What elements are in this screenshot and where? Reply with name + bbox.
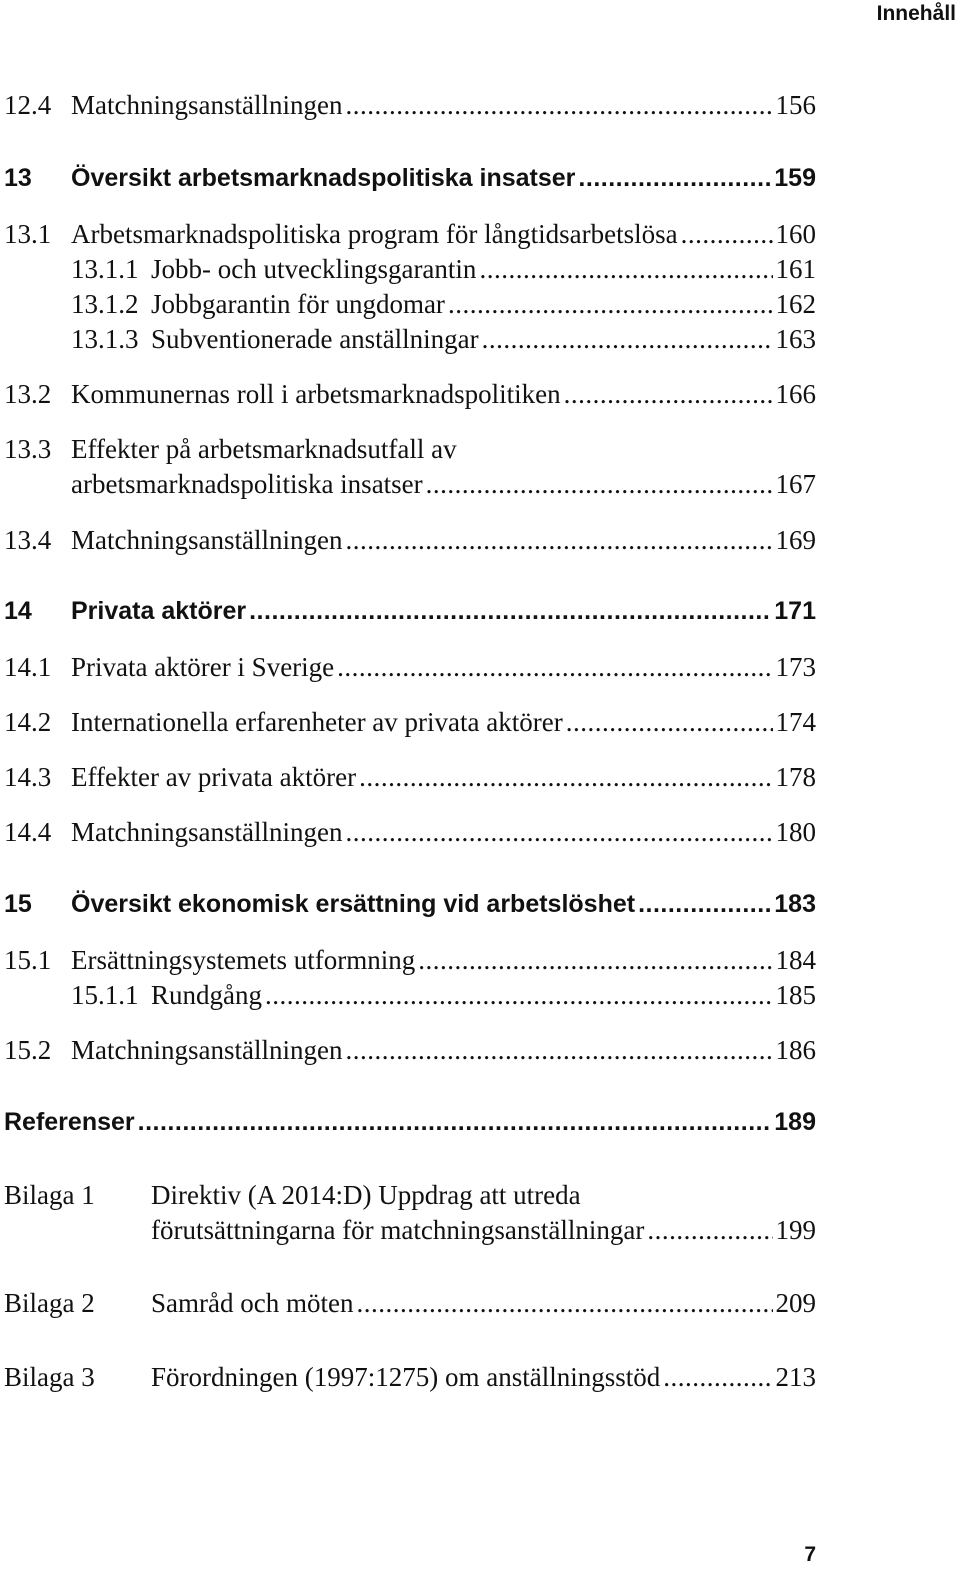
- toc-entry-title: Referenser: [4, 1108, 135, 1136]
- dot-leader: [448, 287, 773, 322]
- dot-leader: [566, 705, 773, 740]
- toc-entry-title-continued: arbetsmarknadspolitiska insatser: [71, 469, 423, 499]
- toc-entry-page: 184: [775, 945, 816, 975]
- toc-entry-title: Jobb- och utvecklingsgarantin: [151, 254, 477, 284]
- toc-entry-title: Internationella erfarenheter av privata aktörer: [71, 707, 563, 737]
- toc-entry-number: Bilaga 3: [4, 1362, 95, 1392]
- toc-entry-page: 160: [775, 219, 816, 249]
- toc-entry-number: 15.2: [4, 1035, 52, 1065]
- toc-entry-number: 15.1.1: [71, 980, 139, 1010]
- toc-entry[interactable]: [4, 377, 816, 412]
- running-header: Innehåll: [876, 2, 956, 25]
- toc-entry-number: 13.1.3: [71, 324, 139, 354]
- toc-entry-title: Matchningsanställningen: [71, 90, 343, 120]
- toc-entry-title: Översikt arbetsmarknadspolitiska insatser: [71, 164, 576, 192]
- toc-entry-title: Förordningen (1997:1275) om anställningsstöd: [151, 1362, 661, 1392]
- toc-entry[interactable]: [4, 650, 816, 685]
- toc-entry[interactable]: [4, 943, 816, 978]
- dot-leader: [345, 88, 772, 123]
- toc-entry-page: 169: [775, 525, 816, 555]
- toc-entry-page: 167: [775, 469, 816, 499]
- toc-entry-title: Effekter på arbetsmarknadsutfall av: [71, 434, 457, 464]
- toc-entry-number: 13.2: [4, 379, 52, 409]
- toc-entry-number: 14: [4, 597, 32, 625]
- toc-entry[interactable]: [4, 88, 816, 123]
- toc-entry-number: 14.1: [4, 652, 52, 682]
- toc-entry-number: 13: [4, 164, 32, 192]
- toc-entry-title: Matchningsanställningen: [71, 525, 343, 555]
- dot-leader: [345, 1033, 772, 1068]
- toc-chapter[interactable]: [4, 594, 816, 629]
- dot-leader: [479, 252, 772, 287]
- toc-entry-title: Privata aktörer: [71, 597, 247, 625]
- toc-entry[interactable]: [4, 217, 816, 252]
- toc-entry-page: 163: [775, 324, 816, 354]
- toc-entry-page: 156: [775, 90, 816, 120]
- toc-entry-title: Matchningsanställningen: [71, 1035, 343, 1065]
- toc-entry-number: 14.2: [4, 707, 52, 737]
- dot-leader: [345, 523, 772, 558]
- dot-leader: [265, 978, 773, 1013]
- toc-entry[interactable]: [4, 760, 816, 795]
- dot-leader: [138, 1105, 772, 1140]
- dot-leader: [345, 815, 772, 850]
- page-number: 7: [804, 1543, 816, 1566]
- toc-entry-number: 13.4: [4, 525, 52, 555]
- dot-leader: [681, 217, 773, 252]
- toc-chapter[interactable]: [4, 887, 816, 922]
- toc-entry-title: Matchningsanställningen: [71, 817, 343, 847]
- toc-entry-number: 15: [4, 890, 32, 918]
- dot-leader: [647, 1213, 772, 1248]
- toc-entry-number: Bilaga 2: [4, 1288, 95, 1318]
- dot-leader: [578, 161, 771, 196]
- toc-entry-page: 180: [775, 817, 816, 847]
- toc-entry[interactable]: [4, 432, 816, 502]
- toc-entry-title: Kommunernas roll i arbetsmarknadspolitiken: [71, 379, 561, 409]
- toc-entry-title: Översikt ekonomisk ersättning vid arbetslöshet: [71, 890, 636, 918]
- dot-leader: [482, 322, 773, 357]
- toc-entry-title: Arbetsmarknadspolitiska program för långtidsarbetslösa: [71, 219, 678, 249]
- toc-appendix[interactable]: [4, 1178, 816, 1248]
- toc-entry-page: 171: [774, 597, 816, 625]
- toc-entry-page: 174: [775, 707, 816, 737]
- toc-subentry[interactable]: [4, 287, 816, 322]
- toc-entry[interactable]: [4, 1033, 816, 1068]
- toc-entry-number: 15.1: [4, 945, 52, 975]
- toc-entry-page: 159: [774, 164, 816, 192]
- toc-entry-page: 162: [775, 289, 816, 319]
- toc-entry-number: 13.1: [4, 219, 52, 249]
- toc-entry-page: 178: [775, 762, 816, 792]
- toc-entry-page: 189: [774, 1108, 816, 1136]
- dot-leader: [359, 760, 772, 795]
- toc-subentry[interactable]: [4, 322, 816, 357]
- toc-entry[interactable]: [4, 523, 816, 558]
- toc-entry-page: 166: [775, 379, 816, 409]
- dot-leader: [426, 467, 773, 502]
- dot-leader: [564, 377, 773, 412]
- dot-leader: [418, 943, 772, 978]
- toc-entry-page: 209: [775, 1288, 816, 1318]
- dot-leader: [638, 887, 771, 922]
- toc-entry-page: 161: [775, 254, 816, 284]
- toc-subentry[interactable]: [4, 978, 816, 1013]
- toc-entry-number: 12.4: [4, 90, 52, 120]
- toc-entry-number: 13.3: [4, 434, 52, 464]
- toc-entry-page: 199: [775, 1215, 816, 1245]
- toc-entry-title: Samråd och möten: [151, 1288, 354, 1318]
- toc-appendix[interactable]: [4, 1360, 816, 1395]
- toc-entry-page: 173: [775, 652, 816, 682]
- toc-entry-title: Effekter av privata aktörer: [71, 762, 357, 792]
- toc-entry-title: Rundgång: [151, 980, 262, 1010]
- toc-chapter[interactable]: [4, 161, 816, 196]
- toc-entry-number: 14.4: [4, 817, 52, 847]
- toc-entry-page: 185: [775, 980, 816, 1010]
- dot-leader: [337, 650, 772, 685]
- dot-leader: [356, 1286, 772, 1321]
- toc-entry-page: 213: [775, 1362, 816, 1392]
- toc-entry-title: Direktiv (A 2014:D) Uppdrag att utreda: [151, 1180, 581, 1210]
- toc-chapter[interactable]: [4, 1105, 816, 1140]
- toc-entry-title: Ersättningsystemets utformning: [71, 945, 416, 975]
- dot-leader: [663, 1360, 772, 1395]
- toc-entry-number: 14.3: [4, 762, 52, 792]
- toc-appendix[interactable]: [4, 1286, 816, 1321]
- toc-entry[interactable]: [4, 705, 816, 740]
- toc-entry[interactable]: [4, 815, 816, 850]
- toc-entry-number: 13.1.1: [71, 254, 139, 284]
- toc-entry-number: Bilaga 1: [4, 1180, 95, 1210]
- toc-entry-page: 183: [774, 890, 816, 918]
- toc-entry-title: Jobbgarantin för ungdomar: [151, 289, 445, 319]
- toc-entry-title-continued: förutsättningarna för matchningsanställningar: [151, 1215, 645, 1245]
- table-of-contents: [4, 88, 816, 1395]
- toc-entry-title: Privata aktörer i Sverige: [71, 652, 335, 682]
- dot-leader: [249, 594, 771, 629]
- toc-entry-number: 13.1.2: [71, 289, 139, 319]
- toc-entry-title: Subventionerade anställningar: [151, 324, 479, 354]
- toc-entry-page: 186: [775, 1035, 816, 1065]
- toc-subentry[interactable]: [4, 252, 816, 287]
